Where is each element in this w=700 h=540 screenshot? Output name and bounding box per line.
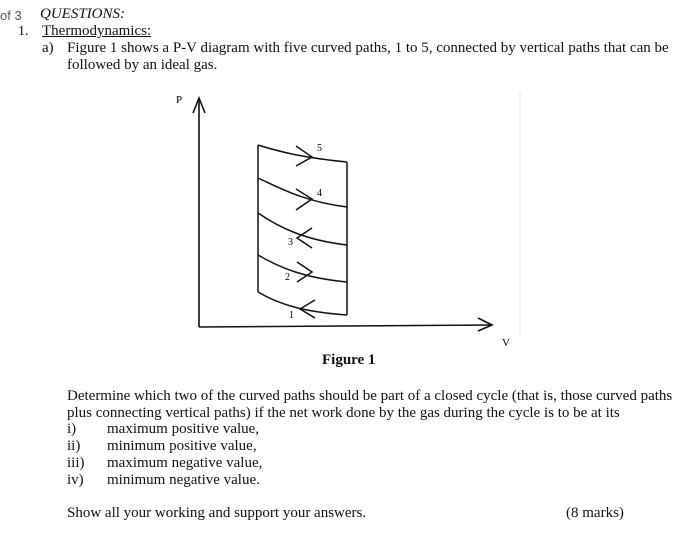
page-number: of 3 xyxy=(0,8,22,23)
intro-line-1: Figure 1 shows a P-V diagram with five curved paths, 1 to 5, connected by vertical paths that can be xyxy=(67,40,669,56)
list-item-iii: maximum negative value, xyxy=(107,455,263,471)
question-title: Thermodynamics: xyxy=(42,23,152,39)
x-axis-label: V xyxy=(502,337,510,349)
y-axis-label: P xyxy=(176,94,183,106)
curved-path-3 xyxy=(258,213,347,245)
path-label-3: 3 xyxy=(288,237,293,248)
questions-heading: QUESTIONS: xyxy=(40,6,125,22)
instructions-footer: Show all your working and support your answers. xyxy=(67,505,367,521)
list-item-ii: minimum positive value, xyxy=(107,438,257,454)
v-axis xyxy=(199,325,492,327)
list-item-iv: minimum negative value. xyxy=(107,472,260,488)
figure-caption: Figure 1 xyxy=(322,352,376,368)
list-marker-ii: ii) xyxy=(67,438,81,454)
list-marker-i: i) xyxy=(67,421,77,437)
marks-label: (8 marks) xyxy=(566,505,624,521)
list-marker-iii: iii) xyxy=(67,455,85,471)
question-number: 1. xyxy=(18,24,29,39)
intro-line-2: followed by an ideal gas. xyxy=(67,57,218,73)
path-label-1: 1 xyxy=(289,310,294,321)
body-line-2: plus connecting vertical paths) if the net work done by the gas during the cycle is to be at its xyxy=(67,405,620,421)
body-line-1: Determine which two of the curved paths should be part of a closed cycle (that is, those curved paths xyxy=(67,388,673,404)
path-label-2: 2 xyxy=(285,272,290,283)
list-item-i: maximum positive value, xyxy=(107,421,260,437)
list-marker-iv: iv) xyxy=(67,472,84,488)
curved-path-1 xyxy=(258,292,347,315)
part-label: a) xyxy=(42,40,54,56)
arrow-2 xyxy=(297,262,312,282)
path-label-5: 5 xyxy=(317,143,322,154)
curved-path-5 xyxy=(258,145,347,162)
path-label-4: 4 xyxy=(317,188,322,199)
